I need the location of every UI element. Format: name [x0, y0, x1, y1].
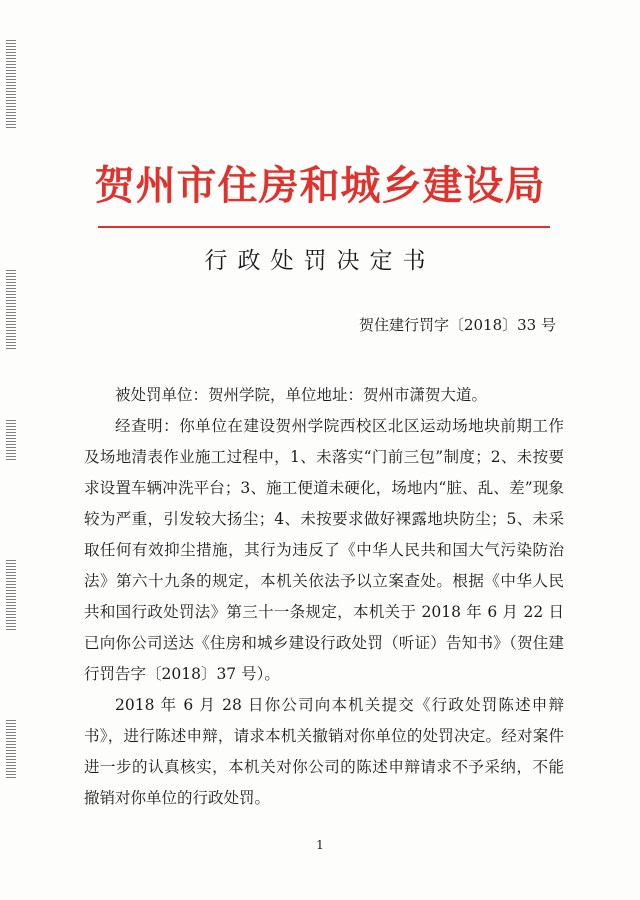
red-divider-line: [98, 226, 550, 228]
document-body: [84, 380, 564, 814]
paragraph-findings: 经查明：你单位在建设贺州学院西校区北区运动场地块前期工作及场地清表作业施工过程中，1、未落实“门前三包”制度；2、未按要求设置车辆冲洗平台；3、施工便道未硬化，场地内“脏、乱、差”现象较为严重，引发较大扬尘；4、未按要求做好裸露地块防尘；5、未采取任何有效抑尘措施，其行为违反了《中华人民共和国大气污染防治法》第六十九条的规定，本机关依法予以立案查处。根据《中华人民共和国行政处罚法》第三十一条规定，本机关于 2018 年 6 月 22 日已向你公司送达《住房和城乡建设行政处罚（听证）告知书》（贺住建行罚告字〔2018〕37 号）。: [84, 417, 564, 683]
document-number: 贺住建行罚字〔2018〕33 号: [358, 316, 556, 334]
issuing-authority-title: 贺州市住房和城乡建设局: [94, 163, 546, 209]
scanner-edge-marks: [6, 0, 20, 900]
document-type-heading: 行政处罚决定书: [204, 248, 436, 274]
paragraph-appeal: 2018 年 6 月 28 日你公司向本机关提交《行政处罚陈述申辩书》，进行陈述申辩，请求本机关撤销对你单位的处罚决定。经对案件进一步的认真核实，本机关对你公司的陈述申辩请求不予采纳，不能撤销对你单位的行政处罚。: [84, 696, 564, 807]
page-number: 1: [316, 838, 324, 852]
paragraph-penalized-unit: 被处罚单位：贺州学院，单位地址：贺州市潇贺大道。: [115, 386, 488, 404]
